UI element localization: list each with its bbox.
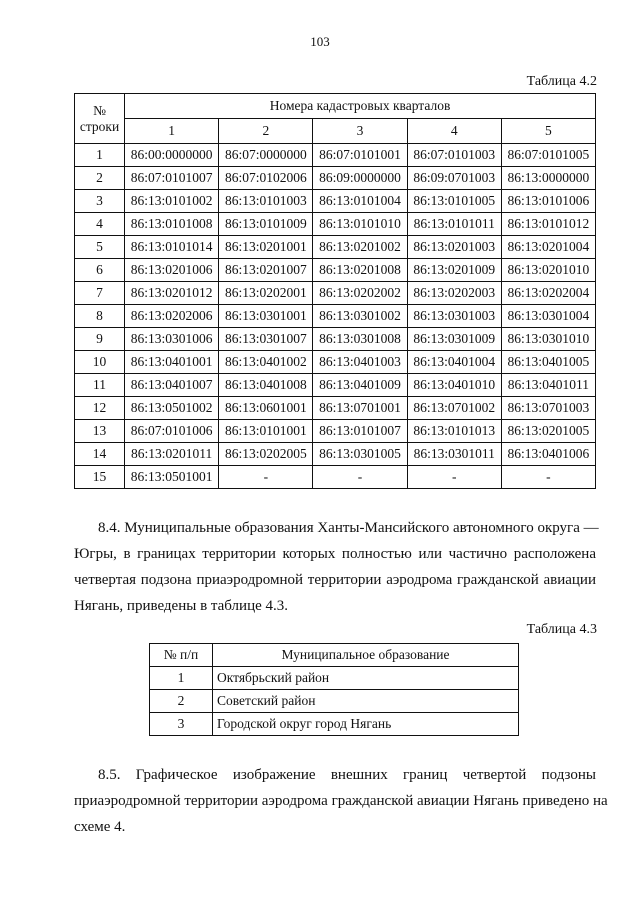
cadastral-quarter-number: 86:13:0701001 (313, 397, 407, 420)
cadastral-quarter-number: 86:13:0701002 (407, 397, 501, 420)
cadastral-quarter-number: 86:07:0102006 (219, 167, 313, 190)
cadastral-quarter-number: 86:13:0401008 (219, 374, 313, 397)
cadastral-quarter-number: 86:13:0401003 (313, 351, 407, 374)
paragraph-line: схеме 4. (74, 819, 126, 835)
cadastral-quarter-number: 86:13:0101013 (407, 420, 501, 443)
municipality-name: Октябрьский район (213, 667, 519, 690)
cadastral-quarter-number: 86:09:0000000 (313, 167, 407, 190)
cadastral-quarter-number: 86:13:0101009 (219, 213, 313, 236)
cadastral-quarter-number: 86:13:0101003 (219, 190, 313, 213)
cadastral-quarter-number: 86:13:0201003 (407, 236, 501, 259)
cadastral-quarter-number: 86:07:0000000 (219, 144, 313, 167)
paragraph-line: Югры, в границах территории которых полностью или частично расположена (74, 546, 596, 562)
municipality-name: Городской округ город Нягань (213, 713, 519, 736)
table-row (75, 213, 596, 236)
municipality-header: Муниципальное образование (213, 644, 519, 667)
row-number: 4 (75, 213, 125, 236)
row-number: 12 (75, 397, 125, 420)
column-number: 2 (219, 119, 313, 144)
cadastral-quarter-number: 86:13:0301011 (407, 443, 501, 466)
cadastral-quarter-number: 86:13:0301007 (219, 328, 313, 351)
municipality-name: Советский район (213, 690, 519, 713)
paragraph-line: Нягань, приведены в таблице 4.3. (74, 598, 288, 614)
cadastral-group-header: Номера кадастровых кварталов (125, 94, 596, 119)
cadastral-quarter-number: 86:13:0401011 (501, 374, 595, 397)
row-number: 15 (75, 466, 125, 489)
cadastral-quarter-number: 86:13:0101010 (313, 213, 407, 236)
column-number: 1 (125, 119, 219, 144)
paragraph-line: 8.4. Муниципальные образования Ханты-Мансийского автономного округа — (98, 520, 599, 536)
cadastral-quarter-number: 86:13:0201005 (501, 420, 595, 443)
cadastral-quarter-number: 86:13:0201007 (219, 259, 313, 282)
cadastral-quarter-number: 86:13:0101002 (125, 190, 219, 213)
paragraph-8-4 (74, 515, 599, 619)
row-number: 6 (75, 259, 125, 282)
cadastral-quarter-number: 86:13:0202005 (219, 443, 313, 466)
table-row (150, 690, 519, 713)
table-row (75, 305, 596, 328)
cadastral-quarter-number: 86:13:0000000 (501, 167, 595, 190)
cadastral-quarter-number: 86:07:0101006 (125, 420, 219, 443)
table-row (75, 236, 596, 259)
cadastral-quarter-number: 86:13:0202001 (219, 282, 313, 305)
cadastral-quarter-number: 86:13:0301004 (501, 305, 595, 328)
cadastral-quarter-number: 86:13:0202006 (125, 305, 219, 328)
table-row (75, 420, 596, 443)
cadastral-quarter-number: 86:13:0401001 (125, 351, 219, 374)
cadastral-quarter-number: 86:09:0701003 (407, 167, 501, 190)
table-row (75, 328, 596, 351)
row-number: 7 (75, 282, 125, 305)
table-row (75, 144, 596, 167)
table-row (150, 713, 519, 736)
table-4-2-caption: Таблица 4.2 (526, 74, 597, 89)
cadastral-quarter-number: 86:13:0201002 (313, 236, 407, 259)
cadastral-quarter-number: 86:13:0501001 (125, 466, 219, 489)
cadastral-quarter-number: 86:13:0301001 (219, 305, 313, 328)
table-row (150, 667, 519, 690)
row-number: 8 (75, 305, 125, 328)
cadastral-quarter-number: 86:13:0101006 (501, 190, 595, 213)
cadastral-quarter-number: 86:13:0401009 (313, 374, 407, 397)
cadastral-quarter-number: 86:13:0202002 (313, 282, 407, 305)
cadastral-quarter-number: 86:07:0101007 (125, 167, 219, 190)
table-row (75, 374, 596, 397)
row-number-header-line2: строки (79, 118, 120, 134)
row-number: 2 (150, 690, 213, 713)
cadastral-quarter-number: 86:13:0301006 (125, 328, 219, 351)
cadastral-quarter-number: 86:13:0201011 (125, 443, 219, 466)
cadastral-quarter-number: 86:13:0201004 (501, 236, 595, 259)
cadastral-quarter-number: 86:13:0201001 (219, 236, 313, 259)
table-row (75, 282, 596, 305)
paragraph-line: приаэродромной территории аэродрома гражданской авиации Нягань приведено на (74, 793, 608, 809)
paragraph-line: четвертая подзона приаэродромной территории аэродрома гражданской авиации (74, 572, 596, 588)
table-row (75, 167, 596, 190)
cadastral-quarter-number: 86:13:0101004 (313, 190, 407, 213)
cadastral-quarter-number: 86:13:0301009 (407, 328, 501, 351)
row-number-header-line1: № (93, 102, 106, 118)
cadastral-quarter-number: 86:13:0202003 (407, 282, 501, 305)
number-header: № п/п (150, 644, 213, 667)
table-row (75, 190, 596, 213)
cadastral-quarter-number: 86:13:0401010 (407, 374, 501, 397)
cadastral-quarter-number: 86:13:0101012 (501, 213, 595, 236)
cadastral-quarter-number: 86:13:0401004 (407, 351, 501, 374)
table-row (75, 259, 596, 282)
cadastral-quarter-number: 86:13:0201010 (501, 259, 595, 282)
cadastral-quarter-number: 86:13:0301008 (313, 328, 407, 351)
cadastral-quarter-number: 86:13:0401002 (219, 351, 313, 374)
cadastral-quarter-number: 86:07:0101003 (407, 144, 501, 167)
paragraph-8-5 (74, 762, 608, 840)
row-number: 2 (75, 167, 125, 190)
row-number: 3 (75, 190, 125, 213)
cadastral-quarter-number: 86:07:0101001 (313, 144, 407, 167)
cadastral-quarter-number: 86:13:0101005 (407, 190, 501, 213)
cadastral-quarter-number: 86:13:0401006 (501, 443, 595, 466)
cadastral-quarter-number: 86:13:0701003 (501, 397, 595, 420)
cadastral-quarter-number: 86:13:0101014 (125, 236, 219, 259)
cadastral-quarter-number: 86:13:0202004 (501, 282, 595, 305)
row-number: 5 (75, 236, 125, 259)
cadastral-quarter-number: 86:13:0201008 (313, 259, 407, 282)
row-number: 3 (150, 713, 213, 736)
cadastral-quarter-number: - (501, 466, 595, 489)
cadastral-quarter-number: 86:13:0101001 (219, 420, 313, 443)
row-number-header (75, 94, 125, 144)
row-number: 14 (75, 443, 125, 466)
table-row (75, 397, 596, 420)
column-number: 3 (313, 119, 407, 144)
paragraph-line: 8.5. Графическое изображение внешних границ четвертой подзоны (98, 767, 596, 783)
table-row (75, 351, 596, 374)
table-row (75, 443, 596, 466)
column-number: 5 (501, 119, 595, 144)
municipalities-table (149, 643, 519, 736)
column-number: 4 (407, 119, 501, 144)
row-number: 9 (75, 328, 125, 351)
cadastral-quarter-number: 86:00:0000000 (125, 144, 219, 167)
cadastral-quarter-number: 86:13:0201012 (125, 282, 219, 305)
table-row (75, 466, 596, 489)
cadastral-quarter-number: 86:13:0101007 (313, 420, 407, 443)
cadastral-quarter-number: 86:13:0401007 (125, 374, 219, 397)
cadastral-quarter-number: 86:13:0301002 (313, 305, 407, 328)
cadastral-quarter-number: 86:13:0301003 (407, 305, 501, 328)
cadastral-quarter-number: 86:13:0201009 (407, 259, 501, 282)
row-number: 10 (75, 351, 125, 374)
cadastral-quarter-number: 86:13:0101008 (125, 213, 219, 236)
row-number: 11 (75, 374, 125, 397)
cadastral-quarter-number: 86:13:0601001 (219, 397, 313, 420)
cadastral-quarter-number: 86:13:0101011 (407, 213, 501, 236)
page-number: 103 (310, 34, 330, 49)
row-number: 1 (150, 667, 213, 690)
cadastral-quarter-number: 86:13:0401005 (501, 351, 595, 374)
row-number: 13 (75, 420, 125, 443)
cadastral-quarters-table (74, 93, 596, 489)
row-number: 1 (75, 144, 125, 167)
cadastral-quarter-number: - (407, 466, 501, 489)
table-4-3-caption: Таблица 4.3 (526, 622, 597, 637)
cadastral-quarter-number: - (313, 466, 407, 489)
cadastral-quarter-number: 86:13:0301005 (313, 443, 407, 466)
cadastral-quarter-number: 86:13:0201006 (125, 259, 219, 282)
cadastral-table-body (75, 144, 596, 489)
cadastral-quarter-number: 86:13:0501002 (125, 397, 219, 420)
cadastral-quarter-number: 86:07:0101005 (501, 144, 595, 167)
cadastral-quarter-number: 86:13:0301010 (501, 328, 595, 351)
cadastral-quarter-number: - (219, 466, 313, 489)
